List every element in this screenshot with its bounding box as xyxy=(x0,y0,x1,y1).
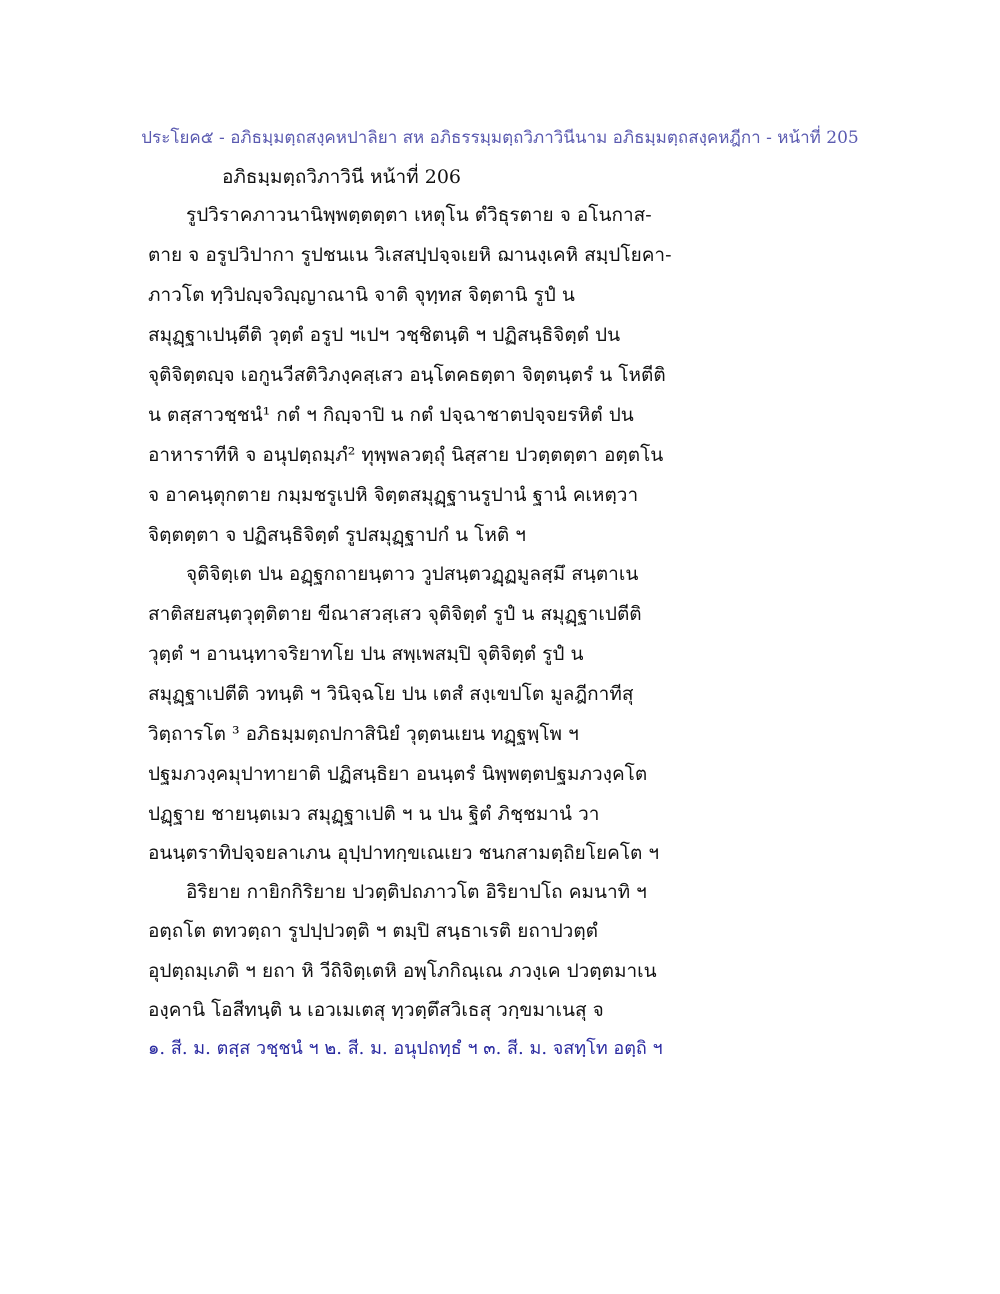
text-line: รูปวิราคภาวนานิพฺพตฺตตฺตา เหตุโน ตํวิธุรตาย จ อโนกาส- xyxy=(186,204,652,226)
text-line: จุติจิตฺตญฺจ เอกูนวีสติวิภงฺคสฺเสว อนฺโตคธตฺตา จิตฺตนฺตรํ น โหตีติ xyxy=(148,364,666,386)
text-line: ปฏฺฐาย ชายนฺตเมว สมุฏฺฐาเปติ ฯ น ปน ฐิตํ ภิชฺชมานํ วา xyxy=(148,803,600,825)
footnotes: ๑. สี. ม. ตสฺส วชฺชนํ ฯ ๒. สี. ม. อนุปถทฺธํ ฯ ๓. สี. ม. จสทฺโท อตฺถิ ฯ xyxy=(148,1038,663,1059)
text-line: ตาย จ อรูปวิปากา รูปชนเน วิเสสปฺปจฺจเยหิ ฌานงฺเคหิ สมฺปโยคา- xyxy=(148,244,672,266)
text-line: จ อาคนฺตุกตาย กมฺมชรูเปหิ จิตฺตสมุฏฺฐานรูปานํ ฐานํ คเหตฺวา xyxy=(148,484,639,506)
text-line: สมุฏฺฐาเปตีติ วทนฺติ ฯ วินิจฺฉโย ปน เตสํ สงฺเขปโต มูลฎีกาทีสุ xyxy=(148,683,634,705)
text-line: อาหาราทีหิ จ อนุปตฺถมฺภํ² ทุพฺพลวตฺถุํ นิสฺสาย ปวตฺตตฺตา อตฺตโน xyxy=(148,444,664,466)
text-line: สาติสยสนฺตวุตฺติตาย ขีณาสวสฺเสว จุติจิตฺตํ รูปํ น สมุฏฺฐาเปตีติ xyxy=(148,603,642,625)
text-line: อตฺถโต ตทวตฺถา รูปปฺปวตฺติ ฯ ตมฺปิ สนฺธาเรติ ยถาปวตฺตํ xyxy=(148,920,599,942)
text-line: อุปตฺถมฺเภติ ฯ ยถา หิ วีถิจิตฺเตหิ อพฺโภกิณฺเณ ภวงฺเค ปวตฺตมาเน xyxy=(148,960,657,982)
text-line: วิตฺถารโต ³ อภิธมฺมตฺถปกาสินิยํ วุตฺตนเยน ทฏฺฐพฺโพ ฯ xyxy=(148,723,579,745)
section-heading: อภิธมฺมตฺถวิภาวินี หน้าที่ 206 xyxy=(222,166,461,188)
page-header: ประโยค๕ - อภิธมฺมตฺถสงฺคหปาลิยา สห อภิธรรมฺมตฺถวิภาวินีนาม อภิธมฺมตฺถสงฺคหฎีกา - หน้าที่ 205 xyxy=(141,128,859,148)
text-line: จิตฺตตฺตา จ ปฏิสนฺธิจิตฺตํ รูปสมุฏฺฐาปกํ น โหติ ฯ xyxy=(148,524,526,546)
text-line: จุติจิตฺเต ปน อฏฺฐกถายนฺตาว วูปสนฺตวฏฺฏมูลสฺมึ สนฺตาเน xyxy=(186,563,639,585)
text-line: อนนฺตราทิปจฺจยลาเภน อุปฺปาทกฺขเณเยว ชนกสามตฺถิยโยคโต ฯ xyxy=(148,842,660,864)
text-line: สมุฏฺฐาเปนฺตีติ วุตฺตํ อรูป ฯเปฯ วชฺชิตนฺติ ฯ ปฏิสนฺธิจิตฺตํ ปน xyxy=(148,324,621,346)
text-line: อิริยาย กายิกกิริยาย ปวตฺติปถภาวโต อิริยาปโถ คมนาทิ ฯ xyxy=(186,881,647,903)
text-line: วุตฺตํ ฯ อานนฺทาจริยาทโย ปน สพฺเพสมฺปิ จุติจิตฺตํ รูปํ น xyxy=(148,643,584,665)
text-line: องฺคานิ โอสีทนฺติ น เอวเมเตสุ ทฺวตฺตึสวิเธสุ วกฺขมาเนสุ จ xyxy=(148,999,604,1021)
text-line: น ตสฺสาวชฺชนํ¹ กตํ ฯ กิญฺจาปิ น กตํ ปจฺฉาชาตปจฺจยรหิตํ ปน xyxy=(148,404,634,426)
text-line: ปฐมภวงฺคมุปาทายาติ ปฏิสนฺธิยา อนนฺตรํ นิพฺพตฺตปฐมภวงฺคโต xyxy=(148,763,648,785)
text-line: ภาวโต ทฺวิปญฺจวิญฺญาณานิ จาติ จุทฺทส จิตฺตานิ รูปํ น xyxy=(148,284,575,306)
